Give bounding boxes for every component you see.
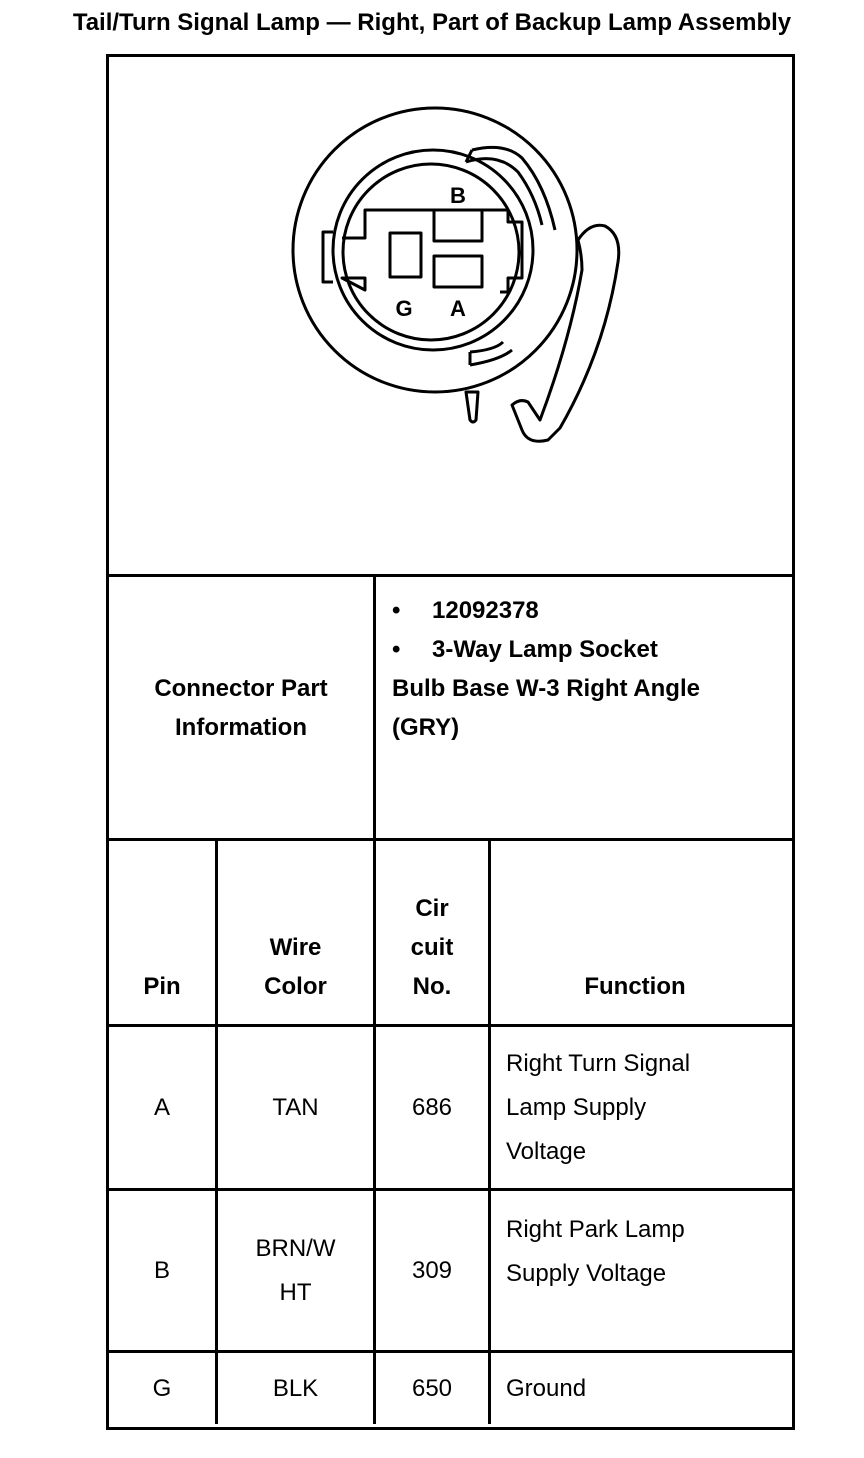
wire-color-cell: BLK [272, 1375, 319, 1402]
socket-type: 3-Way Lamp Socket [432, 636, 658, 663]
wire-color-cell: BRN/W [255, 1234, 336, 1262]
function-line: Right Turn Signal [506, 1049, 691, 1077]
part-number-item [392, 591, 782, 630]
part-number: 12092378 [432, 597, 539, 624]
row-b-wire [218, 1191, 373, 1350]
header-circuit-no [376, 841, 488, 1024]
pin-label-g: G [395, 296, 413, 321]
row-b-function [506, 1208, 786, 1338]
function-line: Ground [506, 1375, 587, 1402]
row-a-function [506, 1027, 786, 1188]
row-b-circuit [376, 1191, 488, 1350]
bulb-base-detail: Bulb Base W-3 Right Angle [392, 675, 700, 702]
bullet-icon: • [392, 636, 401, 663]
wire-color-cell: HT [279, 1278, 312, 1306]
pin-cell: G [152, 1375, 172, 1402]
pin-label-b: B [450, 183, 466, 208]
header-circuit-line3: No. [412, 973, 452, 1000]
connector-face-diagram [0, 0, 864, 574]
connector-info-label-line1: Connector Part [154, 674, 328, 702]
circuit-cell: 650 [411, 1375, 453, 1402]
row-b-pin [109, 1191, 215, 1350]
function-line: Right Park Lamp [506, 1216, 685, 1243]
header-function [491, 841, 779, 1024]
header-pin-text: Pin [143, 973, 181, 1000]
function-line: Voltage [506, 1137, 587, 1165]
bullet-icon: • [392, 597, 401, 624]
row-g-circuit [376, 1353, 488, 1424]
wire-color-cell: TAN [272, 1094, 319, 1121]
header-function-text: Function [584, 973, 686, 1000]
pin-cell: B [153, 1257, 170, 1284]
circuit-cell: 309 [411, 1257, 453, 1284]
row-a-pin [109, 1027, 215, 1188]
header-wire-color-line1: Wire [269, 934, 322, 961]
header-wire-color [218, 841, 373, 1024]
row-g-pin [109, 1353, 215, 1424]
function-line: Lamp Supply [506, 1093, 647, 1121]
circuit-cell: 686 [411, 1094, 453, 1121]
function-line: Supply Voltage [506, 1260, 667, 1287]
row-g-function [506, 1353, 786, 1424]
header-circuit-line2: cuit [410, 934, 454, 961]
connector-info-label-line2: Information [175, 713, 307, 741]
pin-cell: A [153, 1094, 170, 1121]
connector-info-label [109, 577, 373, 838]
row-a-circuit [376, 1027, 488, 1188]
header-wire-color-line2: Color [264, 973, 327, 1000]
connector-info-value [392, 591, 782, 821]
header-circuit-line1: Cir [415, 895, 449, 922]
socket-type-item [392, 630, 782, 669]
row-a-wire [218, 1027, 373, 1188]
bulb-color-detail: (GRY) [392, 714, 460, 741]
header-pin [109, 841, 215, 1024]
row-g-wire [218, 1353, 373, 1424]
pin-label-a: A [450, 296, 466, 321]
page-title: Tail/Turn Signal Lamp — Right, Part of Backup Lamp Assembly [72, 9, 792, 36]
